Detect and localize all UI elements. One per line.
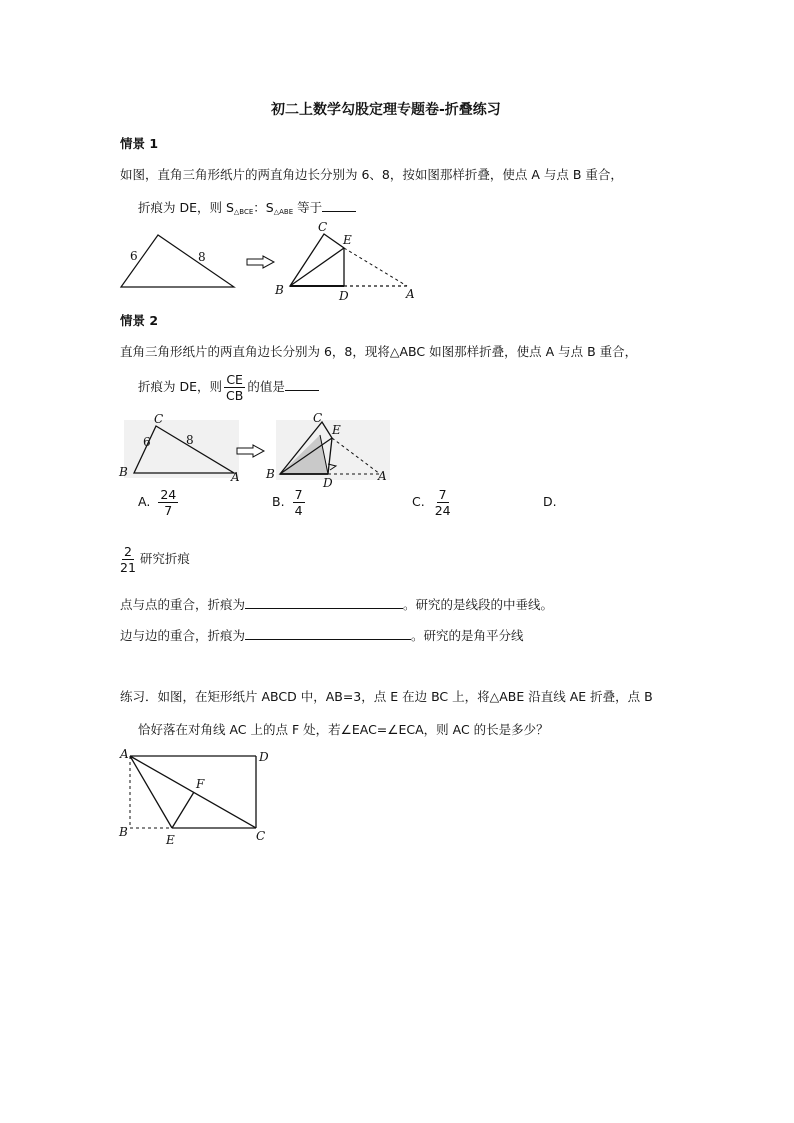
ratio-denominator: CB: [226, 388, 244, 403]
scenario2-line2-pre: 折痕为 DE，则: [138, 379, 222, 394]
scenario1-figure-b: [272, 218, 417, 303]
option-c-fraction: [433, 487, 453, 518]
s2a-label-a: A: [231, 470, 240, 484]
s1a-label-6: 6: [130, 249, 138, 263]
option-d-label: D.: [543, 494, 557, 509]
page-title: 初二上数学勾股定理专题卷-折叠练习: [271, 102, 501, 118]
scenario2-line2: [138, 372, 319, 404]
s1b-label-a: A: [406, 287, 415, 301]
note-edge-pre: 边与边的重合，折痕为: [120, 628, 246, 643]
scenario1-line2: [138, 199, 356, 220]
exercise-line1: 练习．如图，在矩形纸片 ABCD 中，AB=3，点 E 在边 BC 上，将△ABE 沿直线 AE 折叠，点 B: [120, 689, 653, 704]
scenario2-answer-blank: [285, 378, 319, 391]
option-b-fraction: [293, 487, 305, 518]
scenario1-line2-post: 等于: [293, 200, 323, 215]
note-point-blank: [245, 596, 403, 609]
scenario2-heading: 情景 2: [120, 313, 159, 328]
option-b[interactable]: [272, 487, 307, 518]
option-a-den: 7: [164, 503, 173, 518]
s2b-label-d: D: [323, 476, 333, 490]
scenario1-line1: 如图，直角三角形纸片的两直角边长分别为 6、8，按如图那样折叠，使点 A 与点 B 重合，: [120, 167, 623, 182]
option-d-num: 2: [123, 544, 132, 559]
ratio-numerator: CE: [226, 372, 243, 387]
ex-label-e: E: [166, 833, 175, 847]
scenario1-answer-blank: [322, 199, 356, 212]
option-b-label: B.: [272, 494, 285, 509]
scenario1-colon: ：S: [253, 200, 274, 215]
ex-label-c: C: [256, 829, 266, 843]
option-a[interactable]: [138, 487, 180, 518]
option-b-num: 7: [294, 487, 303, 502]
ex-label-f: F: [196, 777, 205, 791]
option-b-den: 4: [294, 503, 303, 518]
s1b-label-b: B: [275, 283, 284, 297]
research-crease-text: 研究折痕: [139, 551, 190, 566]
s2a-label-b: B: [119, 465, 128, 479]
s2b-label-e: E: [332, 423, 341, 437]
option-c[interactable]: [412, 487, 455, 518]
option-d-fraction: [118, 544, 138, 575]
scenario2-figure-a: [116, 410, 241, 484]
s2b-label-c: C: [313, 411, 323, 425]
s2a-label-6: 6: [143, 435, 151, 449]
ex-label-d: D: [259, 750, 269, 764]
option-c-num: 7: [438, 487, 447, 502]
note-edge-blank: [245, 627, 411, 640]
note-edge-post: 。研究的是角平分线: [411, 628, 524, 643]
scenario2-figure-b: [262, 408, 392, 488]
scenario2-line1: 直角三角形纸片的两直角边长分别为 6，8，现将△ABC 如图那样折叠，使点 A 与点 B 重合，: [120, 344, 638, 359]
scenario1-figure-a: [116, 230, 246, 300]
scenario1-sub-bce: △BCE: [233, 208, 254, 216]
option-c-den: 24: [434, 503, 451, 518]
scenario2-line2-post: 的值是: [247, 379, 285, 394]
s1b-label-c: C: [318, 220, 328, 234]
option-c-label: C.: [412, 494, 425, 509]
scenario1-line2-pre: 折痕为 DE，则 S: [138, 200, 234, 215]
option-a-fraction: [158, 487, 178, 518]
option-d-continuation: [118, 544, 190, 575]
note-point-post: 。研究的是线段的中垂线。: [403, 597, 554, 612]
option-d-den: 21: [120, 560, 136, 575]
exercise-rectangle-figure: [116, 742, 276, 847]
scenario2-ratio-fraction: [224, 372, 245, 403]
s2b-label-b: B: [266, 467, 275, 481]
s2a-label-8: 8: [186, 433, 194, 447]
s1a-label-8: 8: [198, 250, 206, 264]
note-edge: [120, 627, 524, 644]
option-a-label: A.: [138, 494, 151, 509]
note-point: [120, 596, 553, 613]
note-point-pre: 点与点的重合，折痕为: [120, 597, 246, 612]
exercise-line2: 恰好落在对角线 AC 上的点 F 处，若∠EAC=∠ECA，则 AC 的长是多少？: [138, 722, 549, 737]
ex-label-a: A: [120, 747, 129, 761]
option-d[interactable]: [543, 494, 557, 510]
scenario1-heading: 情景 1: [120, 136, 159, 151]
ex-label-b: B: [119, 825, 128, 839]
s1b-label-e: E: [343, 233, 352, 247]
option-a-num: 24: [160, 487, 177, 502]
s2a-label-c: C: [154, 412, 164, 426]
scenario1-sub-abe: △ABE: [273, 208, 294, 216]
s1b-label-d: D: [339, 289, 349, 303]
s2b-label-a: A: [378, 469, 387, 483]
